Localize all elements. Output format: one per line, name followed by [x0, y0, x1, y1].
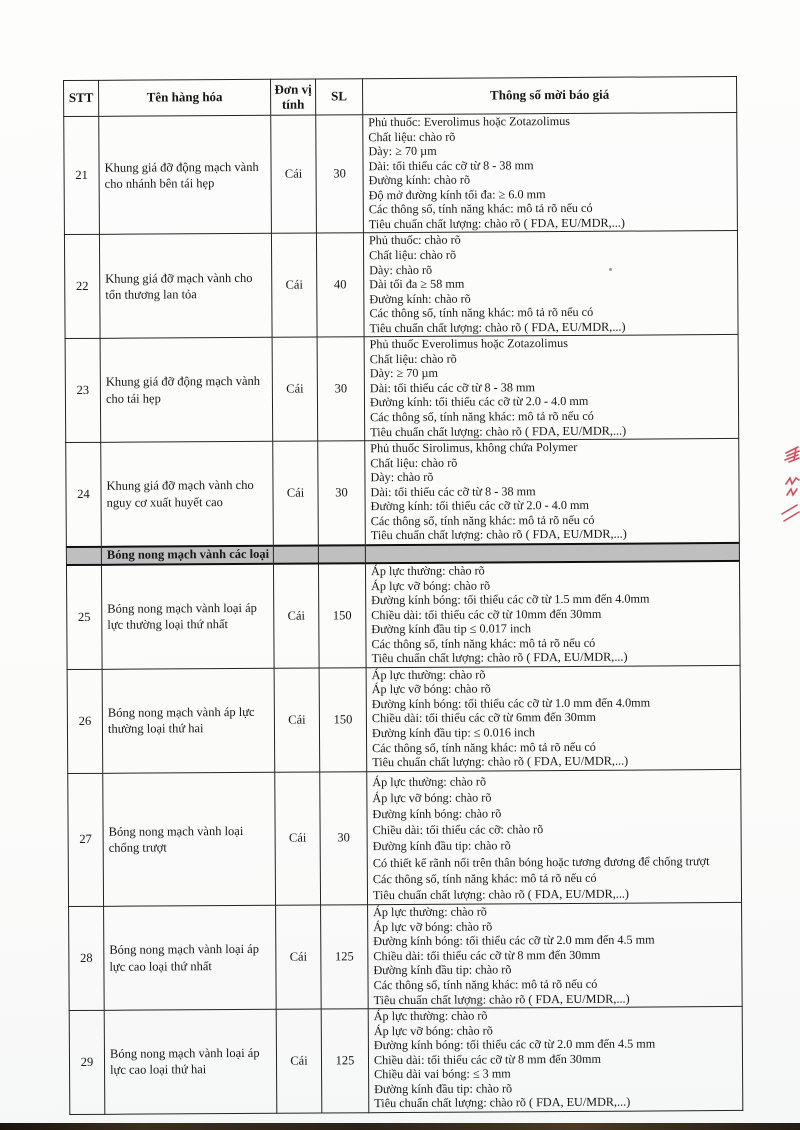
stt-cell: 23 — [65, 339, 101, 443]
table-row — [66, 561, 740, 669]
spec-line: Áp lực vỡ bóng: chào rõ — [371, 681, 491, 697]
spec-line: Áp lực vỡ bóng: chào rõ — [372, 790, 492, 805]
spec-line: Chiều dài: tối thiểu các cỡ từ 10mm đến 30mm — [371, 606, 602, 622]
unit-cell: Cái — [272, 337, 318, 441]
spec-line: Đường kính bóng: tối thiểu các cỡ từ 1.0 mm đến 4.0mm — [371, 695, 651, 712]
spec-line: Các thông số, tính năng khác: mô tả rõ nếu có — [369, 305, 594, 321]
quantity-cell: 125 — [321, 1009, 369, 1113]
spec-line: Dài tối đa ≥ 58 mm — [369, 276, 465, 292]
spec-line: Tiêu chuẩn chất lượng: chào rõ ( FDA, EU/MDR,...) — [369, 319, 626, 335]
quotation-table — [63, 76, 743, 1115]
spec-line: Tiêu chuẩn chất lượng: chào rõ ( FDA, EU/MDR,...) — [368, 215, 625, 232]
spec-line: Đường kính đầu tip: chào rõ — [372, 838, 511, 854]
table-row — [69, 1006, 743, 1114]
unit-cell: Cái — [271, 115, 317, 234]
stt-cell: 28 — [69, 907, 105, 1011]
stt-cell: 27 — [68, 773, 104, 907]
quantity-cell: 150 — [318, 563, 366, 668]
spec-line: Chất liệu: chào rõ — [370, 455, 458, 470]
item-name-cell: Khung giá đỡ động mạch vành cho tái hẹp — [100, 338, 273, 443]
item-name-cell: Bóng nong mạch vành loại chống trượt — [103, 772, 276, 907]
spec-line: Tiêu chuẩn chất lượng: chào rõ ( FDA, EU/MDR,...) — [371, 649, 628, 666]
quantity-cell: 30 — [316, 115, 364, 234]
unit-cell: Cái — [276, 905, 322, 1009]
red-ink-annotation — [774, 444, 800, 526]
unit-cell: Cái — [274, 668, 320, 772]
item-name-cell: Khung giá đỡ mạch vành cho nguy cơ xuất huyết cao — [101, 441, 274, 546]
spec-line: Đường kính đầu tip: ≤ 0.016 inch — [371, 725, 535, 741]
column-header-qty: SL — [316, 79, 363, 115]
spec-line: Các thông số, tính năng khác: mô tả rõ nếu có — [372, 870, 597, 887]
specs-cell — [368, 1006, 743, 1112]
table-row — [68, 769, 742, 907]
table-row — [64, 231, 738, 339]
spec-line: Chiều dài vai bóng: ≤ 3 mm — [374, 1066, 511, 1082]
spec-line: Các thông số, tính năng khác: mô tả rõ nếu có — [370, 408, 594, 425]
spec-line: Dày: ≥ 70 µm — [368, 143, 437, 159]
item-name-cell: Khung giá đỡ mạch vành cho tổn thương lan tỏa — [99, 234, 272, 339]
spec-line: Đường kính bóng: tối thiểu các cỡ từ 1.5 mm đến 4.0mm — [371, 591, 650, 608]
spec-line: Áp lực thường: chào rõ — [371, 667, 486, 682]
spec-line: Đường kính đầu tip ≤ 0.017 inch — [371, 621, 531, 637]
specs-cell — [367, 769, 742, 905]
spec-line: Đường kính bóng: chào rõ — [372, 806, 502, 822]
spec-line: Áp lực thường: chào rõ — [372, 774, 487, 789]
spec-line: Đường kính bóng: tối thiểu các cỡ từ 2.0 mm đến 4.5 mm — [373, 932, 655, 949]
spec-line: Chất liệu: chào rõ — [369, 247, 457, 263]
quantity-cell: 30 — [320, 771, 368, 905]
spec-line: Phủ thuốc Sirolimus, không chứa Polymer — [370, 440, 578, 456]
quantity-cell: 30 — [317, 337, 365, 441]
stt-cell: 21 — [64, 116, 100, 235]
header-row — [64, 76, 737, 116]
item-name-cell: Bóng nong mạch vành áp lực thường loại thứ hai — [102, 668, 275, 773]
stt-cell: 29 — [69, 1010, 105, 1114]
spec-line: Chiều dài: tối thiểu các cỡ từ 6mm đến 30mm — [371, 710, 596, 726]
table-row — [66, 439, 740, 547]
table-row — [67, 665, 741, 773]
table-row — [65, 335, 739, 443]
unit-cell: Cái — [275, 772, 321, 906]
spec-line: Áp lực vỡ bóng: chào rõ — [373, 919, 493, 934]
spec-line: Các thông số, tính năng khác: mô tả rõ nếu có — [371, 635, 596, 651]
spec-line: Phủ thuốc: Everolimus hoặc Zotazolimus — [368, 114, 571, 130]
spec-line: Đường kính: tối thiểu các cỡ từ 2.0 - 4.0 mm — [369, 394, 589, 410]
spec-line: Độ mở đường kính tối đa: ≥ 6.0 mm — [368, 186, 546, 203]
spec-line: Dày: ≥ 70 µm — [369, 366, 439, 381]
spec-line: Các thông số, tính năng khác: mô tả rõ nếu có — [373, 976, 598, 993]
stt-cell: 26 — [67, 669, 103, 773]
spec-line: Áp lực vỡ bóng: chào rõ — [371, 577, 491, 593]
spec-line: Dày: chào rõ — [369, 262, 433, 277]
spec-line: Áp lực thường: chào rõ — [370, 563, 485, 579]
item-name-cell: Bóng nong mạch vành loại áp lực thường loại thứ nhất — [101, 564, 274, 669]
spec-line: Dài: tối thiểu các cỡ từ 8 - 38 mm — [368, 157, 534, 173]
spec-line: Phủ thuốc Everolimus hoặc Zotazolimus — [369, 336, 569, 352]
spec-line: Đường kính bóng: tối thiểu các cỡ từ 2.0 mm đến 4.5 mm — [373, 1036, 656, 1053]
column-header-unit: Đơn vị tính — [271, 79, 316, 115]
spec-line: Tiêu chuẩn chất lượng: chào rõ ( FDA, EU/MDR,...) — [370, 527, 627, 543]
unit-cell: Cái — [271, 233, 317, 337]
spec-line: Chiều dài: tối thiểu các cỡ từ 8 mm đến 30mm — [373, 947, 601, 964]
spec-line: Phủ thuốc: chào rõ — [368, 233, 461, 248]
scan-bottom-edge — [0, 1123, 800, 1130]
spec-line: Tiêu chuẩn chất lượng: chào rõ ( FDA, EU/MDR,...) — [372, 886, 630, 903]
unit-cell: Cái — [273, 563, 319, 668]
stt-cell: 22 — [64, 235, 100, 339]
quantity-cell: 40 — [316, 233, 364, 337]
spec-line: Tiêu chuẩn chất lượng: chào rõ ( FDA, EU/MDR,...) — [370, 423, 627, 439]
spec-line: Các thông số, tính năng khác: mô tả rõ nếu có — [372, 739, 596, 755]
specs-cell — [366, 665, 741, 771]
section-empty-cell — [318, 545, 365, 563]
spec-line: Tiêu chuẩn chất lượng: chào rõ ( FDA, EU/MDR,...) — [373, 991, 630, 1007]
spec-line: Đường kính đầu tip: chào rõ — [374, 1081, 513, 1096]
spec-line: Có thiết kế rãnh nổi trên thân bóng hoặc tương đương để chống trượt — [372, 853, 710, 870]
stt-cell: 25 — [66, 565, 102, 670]
quantity-cell: 150 — [319, 667, 367, 771]
section-empty-cell — [273, 545, 318, 563]
table-row — [69, 903, 743, 1011]
specs-cell — [368, 903, 743, 1009]
column-header-specs: Thông số mời báo giá — [363, 76, 737, 114]
spec-line: Dài: tối thiểu các cỡ từ 8 - 38 mm — [369, 380, 535, 396]
spec-line: Áp lực vỡ bóng: chào rõ — [373, 1023, 493, 1038]
spec-line: Đường kính: chào rõ — [368, 172, 471, 188]
specs-cell — [365, 439, 740, 546]
column-header-name: Tên hàng hóa — [99, 79, 271, 116]
specs-cell — [365, 561, 740, 668]
specs-cell — [363, 231, 738, 337]
spec-line: Các thông số, tính năng khác: mô tả rõ nếu có — [370, 512, 595, 529]
column-header-stt: STT — [64, 80, 99, 116]
spec-line: Chất liệu: chào rõ — [368, 129, 456, 144]
section-empty-cell — [66, 547, 101, 565]
section-empty-cell — [365, 543, 739, 563]
scan-speck — [609, 268, 612, 271]
spec-line: Tiêu chuẩn chất lượng: chào rõ ( FDA, EU/MDR,...) — [374, 1094, 631, 1111]
quantity-cell: 30 — [318, 441, 366, 546]
spec-line: Tiêu chuẩn chất lượng: chào rõ ( FDA, EU/MDR,...) — [372, 753, 629, 770]
spec-line: Các thông số, tính năng khác: mô tả rõ nếu có — [368, 201, 593, 217]
specs-cell — [364, 335, 739, 441]
spec-line: Áp lực thường: chào rõ — [373, 904, 487, 920]
spec-line: Áp lực thường: chào rõ — [373, 1008, 488, 1024]
table-body — [64, 113, 743, 1115]
stt-cell: 24 — [66, 442, 102, 547]
spec-line: Dài: tối thiểu các cỡ từ 8 - 38 mm — [370, 483, 536, 499]
item-name-cell: Bóng nong mạch vành loại áp lực cao loại thứ hai — [104, 1009, 277, 1114]
item-name-cell: Khung giá đỡ động mạch vành cho nhánh bên tái hẹp — [99, 115, 272, 234]
spec-line: Chất liệu: chào rõ — [369, 351, 457, 367]
spec-line: Chiều dài: tối thiểu các cỡ từ 8 mm đến 30mm — [373, 1051, 602, 1067]
unit-cell: Cái — [273, 441, 319, 546]
spec-line: Đường kính đầu tip: chào rõ — [373, 962, 512, 978]
section-title: Bóng nong mạch vành các loại — [101, 546, 273, 565]
spec-line: Dày: chào rõ — [370, 470, 434, 485]
spec-line: Đường kính: chào rõ — [369, 291, 471, 306]
unit-cell: Cái — [276, 1009, 322, 1113]
quantity-cell: 125 — [321, 905, 369, 1009]
table-row — [64, 113, 738, 235]
specs-cell — [363, 113, 738, 234]
spec-line: Chiều dài: tối thiểu các cỡ: chào rõ — [372, 822, 544, 838]
item-name-cell: Bóng nong mạch vành loại áp lực cao loại thứ nhất — [104, 906, 277, 1011]
spec-line: Đường kính: tối thiểu các cỡ từ 2.0 - 4.0 mm — [370, 498, 590, 514]
